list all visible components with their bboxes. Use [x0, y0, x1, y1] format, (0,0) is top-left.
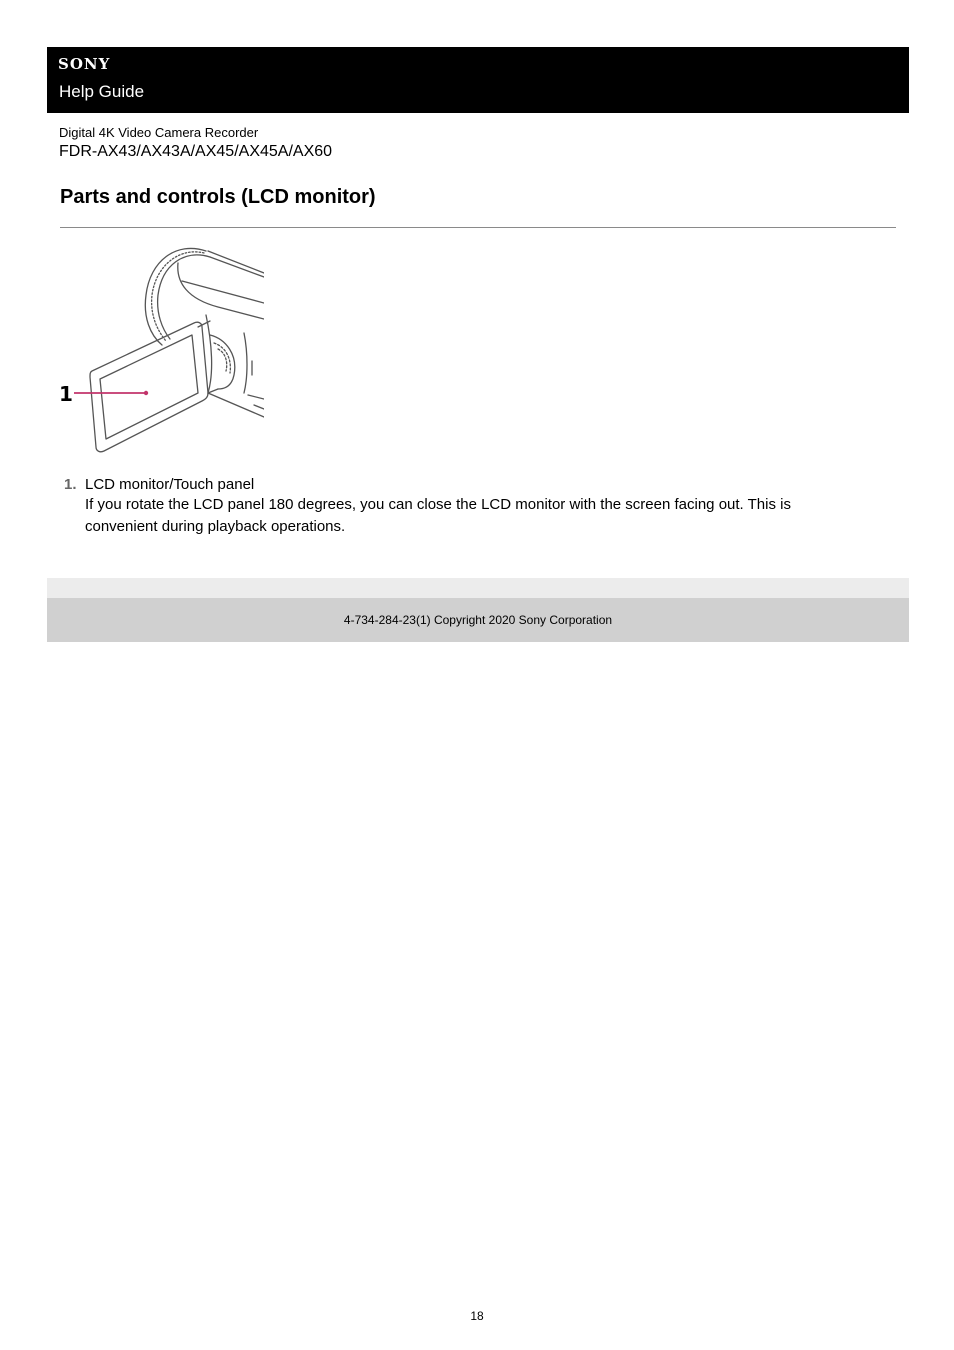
- footer-band: [47, 578, 909, 598]
- item-number: 1.: [64, 476, 77, 493]
- camcorder-lcd-illustration: [58, 243, 264, 455]
- page-number: 18: [470, 1309, 484, 1323]
- lcd-screen: [100, 335, 198, 439]
- lcd-panel-frame: [90, 322, 208, 452]
- model-numbers: FDR-AX43/AX43A/AX45/AX45A/AX60: [59, 143, 333, 160]
- callout-dot: [144, 391, 148, 395]
- item-description: If you rotate the LCD panel 180 degrees, you can close the LCD monitor with the screen facing out. This is convenient during playback operations.: [85, 496, 791, 535]
- help-guide-header: [47, 47, 909, 113]
- copyright-footer: 4-734-284-23(1) Copyright 2020 Sony Corporation: [47, 598, 909, 642]
- page-title: Parts and controls (LCD monitor): [60, 186, 376, 208]
- sony-logo: SONY: [58, 55, 111, 73]
- help-guide-title: Help Guide: [59, 82, 145, 101]
- lens-ring: [145, 248, 206, 345]
- callout-label: 1: [59, 382, 73, 406]
- title-divider: [60, 227, 896, 228]
- product-type: Digital 4K Video Camera Recorder: [59, 125, 259, 140]
- item-label: LCD monitor/Touch panel: [85, 476, 255, 493]
